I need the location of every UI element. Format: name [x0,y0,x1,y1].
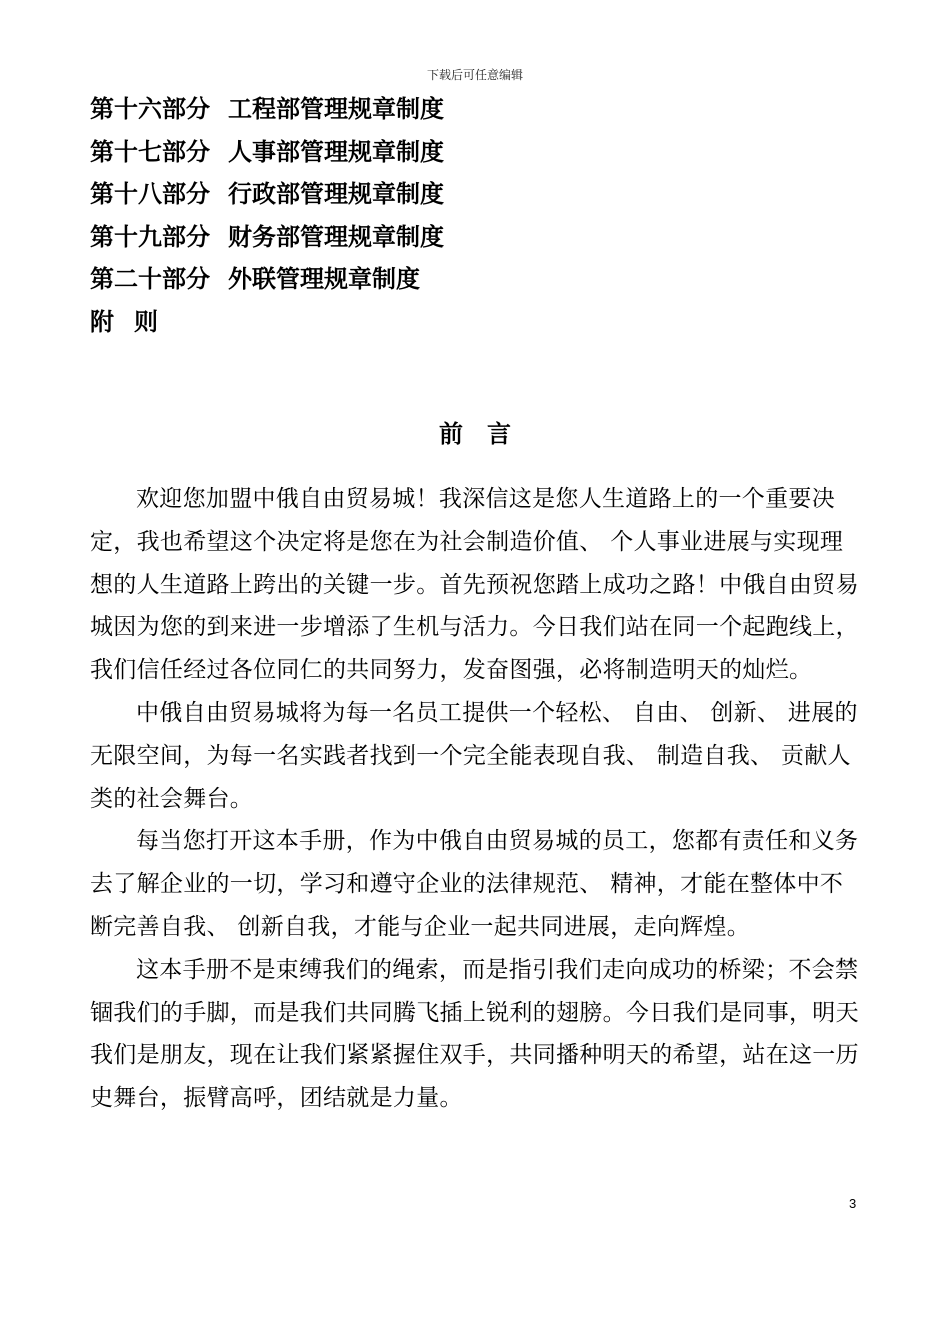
toc-item [90,220,444,263]
toc-part-number: 第十九部分 [90,222,210,251]
paragraph: 这本手册不是束缚我们的绳索，而是指引我们走向成功的桥梁；不会禁锢我们的手脚，而是我们共同腾飞插上锐利的翅膀。今日我们是同事，明天我们是朋友，现在让我们紧紧握住双手，共同播种明天的希望，站在这一历史舞台，振臂高呼，团结就是力量。 [90,956,859,1112]
paragraph: 欢迎您加盟中俄自由贸易城！我深信这是您人生道路上的一个重要决定，我也希望这个决定将是您在为社会制造价值、 个人事业进展与实现理想的人生道路上跨出的关键一步。首先预祝您踏上成功之路！中俄自由贸易城因为您的到来进一步增添了生机与活力。今日我们站在同一个起跑线上，我们信任经过各位同仁的共同努力，发奋图强，必将制造明天的灿烂。 [90,486,859,684]
toc-item [90,177,444,220]
toc-appendix-label: 附则 [90,307,178,336]
page-number: 3 [849,1196,857,1211]
paragraph: 每当您打开这本手册，作为中俄自由贸易城的员工，您都有责任和义务去了解企业的一切，学习和遵守企业的法律规范、 精神，才能在整体中不断完善自我、 创新自我，才能与企业一起共同进展，走向辉煌。 [90,828,859,940]
preface-title: 前言 [439,420,535,448]
toc-part-number: 第十六部分 [90,95,210,123]
table-of-contents [90,92,444,347]
toc-part-title: 财务部管理规章制度 [228,222,444,251]
preface-body [90,478,860,1120]
toc-part-title: 外联管理规章制度 [228,265,420,293]
toc-part-title: 行政部管理规章制度 [228,180,444,208]
header-note: 下载后可任意编辑 [426,68,523,82]
toc-item [90,135,444,178]
toc-item-appendix [90,305,444,348]
toc-part-title: 人事部管理规章制度 [228,137,444,166]
toc-part-number: 第十七部分 [90,137,210,166]
toc-item [90,262,444,305]
paragraph: 中俄自由贸易城将为每一名员工提供一个轻松、 自由、 创新、 进展的无限空间，为每一名实践者找到一个完全能表现自我、 制造自我、 贡献人类的社会舞台。 [90,699,858,812]
toc-part-number: 第十八部分 [90,180,210,208]
toc-part-number: 第二十部分 [90,265,210,293]
toc-part-title: 工程部管理规章制度 [228,95,444,123]
toc-item [90,92,444,135]
